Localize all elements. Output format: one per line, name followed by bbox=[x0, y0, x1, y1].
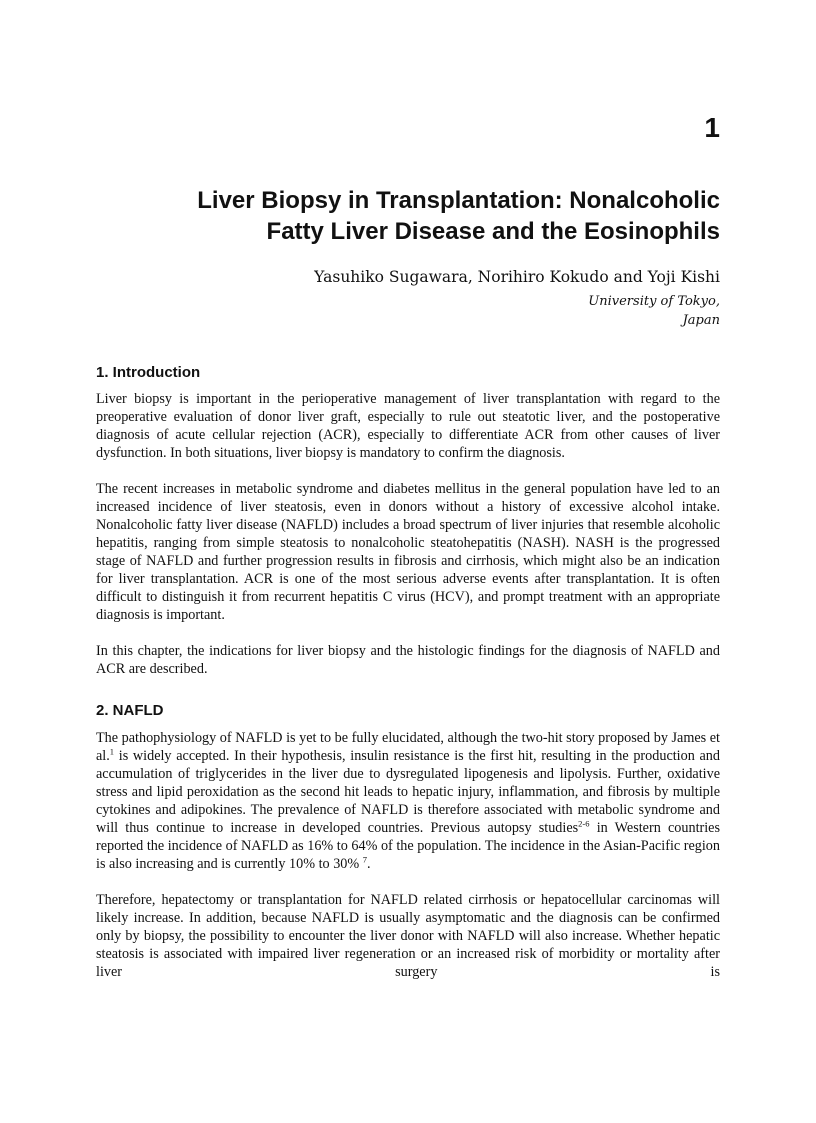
citation-2-6: 2-6 bbox=[578, 818, 590, 829]
nafld-p1-text-c: in Western countries reported the incidence of NAFLD as 16% to 64% of the population. The incidence in the Asian-Pacific region is also increasing and is currently 10% to 30% bbox=[96, 820, 721, 872]
intro-paragraph-2: The recent increases in metabolic syndrome and diabetes mellitus in the general population have led to an increased incidence of liver steatosis, even in donors without a history of excessive alcohol intake. Nonalcoholic fatty liver disease (NAFLD) includes a broad spectrum of liver injuries that resemble alcoholic hepatitis, ranging from simple steatosis to nonalcoholic steatohepatitis (NASH). NASH is the progressed stage of NAFLD and further progression results in fibrosis and cirrhosis, which might also be an indication for liver transplantation. ACR is one of the most serious adverse events after transplantation. It is often difficult to distinguish it from recurrent hepatitis C virus (HCV), and prompt treatment with an appropriate diagnosis is important. bbox=[96, 481, 720, 623]
affiliation-line-1: University of Tokyo, bbox=[588, 294, 720, 309]
intro-paragraph-1: Liver biopsy is important in the perioperative management of liver transplantation with regard to the preoperative evaluation of donor liver graft, especially to rule out steatotic liver, and the postoperative diagnosis of acute cellular rejection (ACR), especially to differentiate ACR from other causes of liver dysfunction. In both situations, liver biopsy is mandatory to confirm the diagnosis. bbox=[96, 391, 720, 461]
nafld-p1-text-a: The pathophysiology of NAFLD is yet to be fully elucidated, although the two-hit story proposed by James et al. bbox=[96, 730, 720, 764]
citation-1: 1 bbox=[109, 746, 115, 757]
section-heading-nafld: 2. NAFLD bbox=[96, 702, 164, 719]
affiliation-line-2: Japan bbox=[682, 313, 720, 328]
chapter-title bbox=[96, 185, 720, 247]
nafld-p1-text-d: . bbox=[367, 856, 371, 872]
nafld-paragraph-1 bbox=[96, 729, 720, 873]
affiliation bbox=[588, 292, 720, 330]
chapter-title-line-2: Fatty Liver Disease and the Eosinophils bbox=[266, 218, 720, 245]
nafld-p1-text-b: is widely accepted. In their hypothesis, insulin resistance is the first hit, resulting in the production and accumulation of triglycerides in the liver due to dysregulated lipogenesis and lipolysis. Further, oxidative stress and lipid peroxidation as the second hit leads to hepatic injury, inflammation, and fibrosis by multiple cytokines and adipokines. The prevalence of NAFLD is therefore associated with metabolic syndrome and will thus continue to increase in developed countries. Previous autopsy studies bbox=[96, 748, 720, 836]
nafld-paragraph-2: Therefore, hepatectomy or transplantation for NAFLD related cirrhosis or hepatocellular carcinomas will likely increase. In addition, because NAFLD is usually asymptomatic and the diagnosis can be confirmed only by biopsy, the possibility to encounter the liver donor with NAFLD will also increase. Whether hepatic steatosis is associated with impaired liver regeneration or an increased risk of morbidity or mortality after liver surgery is bbox=[96, 892, 720, 980]
citation-7: 7 bbox=[362, 854, 367, 865]
chapter-number: 1 bbox=[704, 112, 720, 143]
section-heading-introduction: 1. Introduction bbox=[96, 364, 201, 381]
intro-paragraph-3: In this chapter, the indications for liver biopsy and the histologic findings for the diagnosis of NAFLD and ACR are described. bbox=[96, 643, 720, 677]
chapter-title-line-1: Liver Biopsy in Transplantation: Nonalcoholic bbox=[197, 187, 720, 214]
authors: Yasuhiko Sugawara, Norihiro Kokudo and Yoji Kishi bbox=[314, 268, 720, 286]
